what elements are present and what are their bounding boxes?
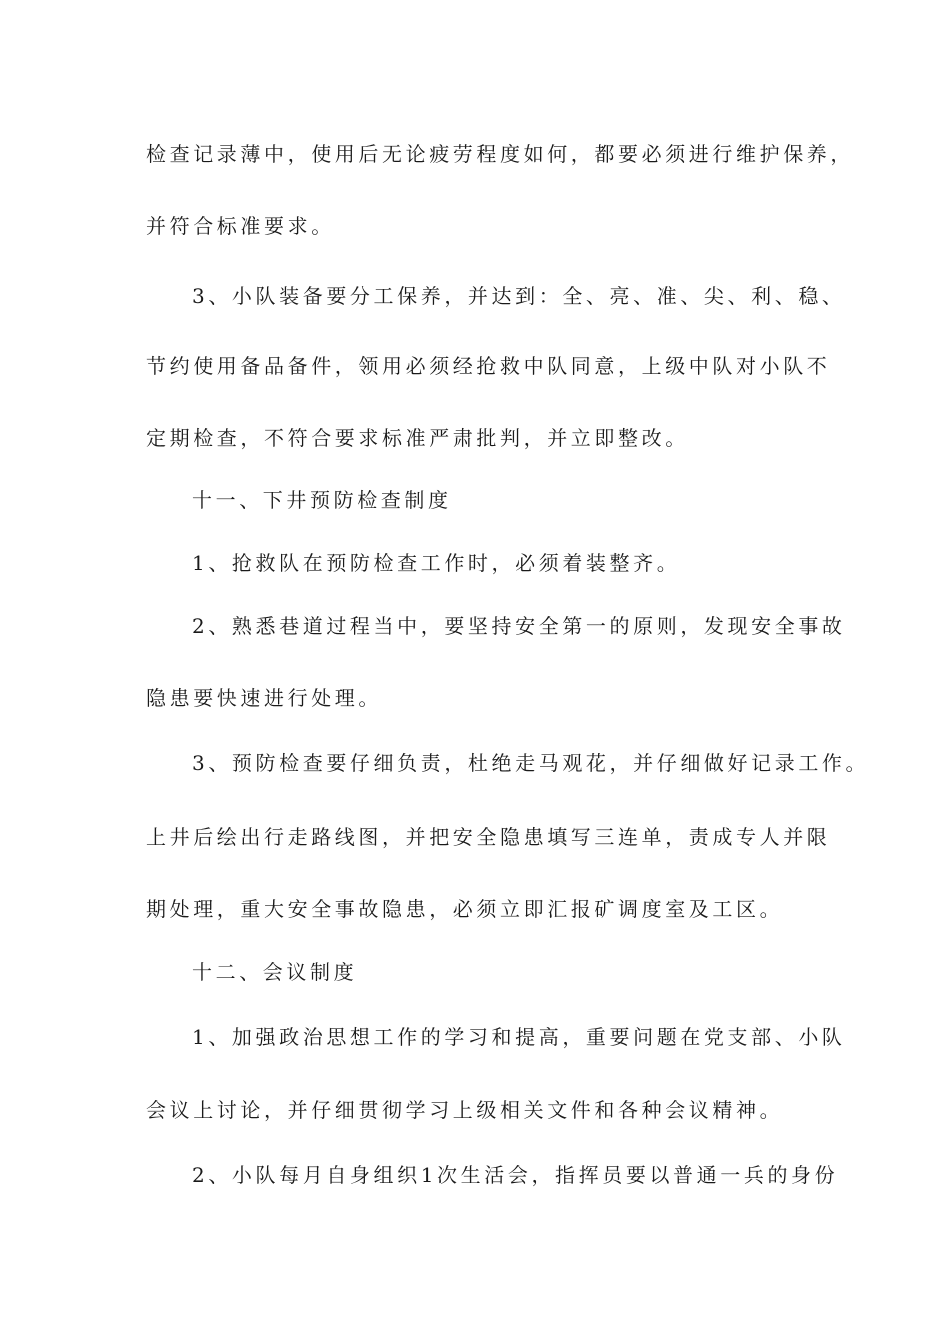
paragraph-line: 节约使用备品备件，领用必须经抢救中队同意，上级中队对小队不	[146, 354, 831, 378]
paragraph-line: 3、预防检查要仔细负责，杜绝走马观花，并仔细做好记录工作。	[192, 751, 870, 775]
section-heading: 十二、会议制度	[192, 960, 358, 984]
paragraph-line: 期处理，重大安全事故隐患，必须立即汇报矿调度室及工区。	[146, 897, 784, 921]
paragraph-line: 检查记录薄中，使用后无论疲劳程度如何，都要必须进行维护保养，	[146, 142, 854, 166]
paragraph-line: 定期检查，不符合要求标准严肃批判，并立即整改。	[146, 426, 689, 450]
paragraph-line: 会议上讨论，并仔细贯彻学习上级相关文件和各种会议精神。	[146, 1098, 784, 1122]
paragraph-line: 上井后绘出行走路线图，并把安全隐患填写三连单，责成专人并限	[146, 825, 831, 849]
paragraph-line: 3、小队装备要分工保养，并达到：全、亮、准、尖、利、稳、	[192, 284, 846, 308]
section-heading: 十一、下井预防检查制度	[192, 488, 452, 512]
paragraph-line: 1、抢救队在预防检查工作时，必须着装整齐。	[192, 551, 681, 575]
paragraph-line: 2、小队每月自身组织1次生活会，指挥员要以普通一兵的身份	[192, 1163, 839, 1187]
paragraph-line: 并符合标准要求。	[146, 214, 335, 238]
paragraph-line: 隐患要快速进行处理。	[146, 686, 382, 710]
paragraph-line: 2、熟悉巷道过程当中，要坚持安全第一的原则，发现安全事故	[192, 614, 846, 638]
paragraph-line: 1、加强政治思想工作的学习和提高，重要问题在党支部、小队	[192, 1025, 846, 1049]
